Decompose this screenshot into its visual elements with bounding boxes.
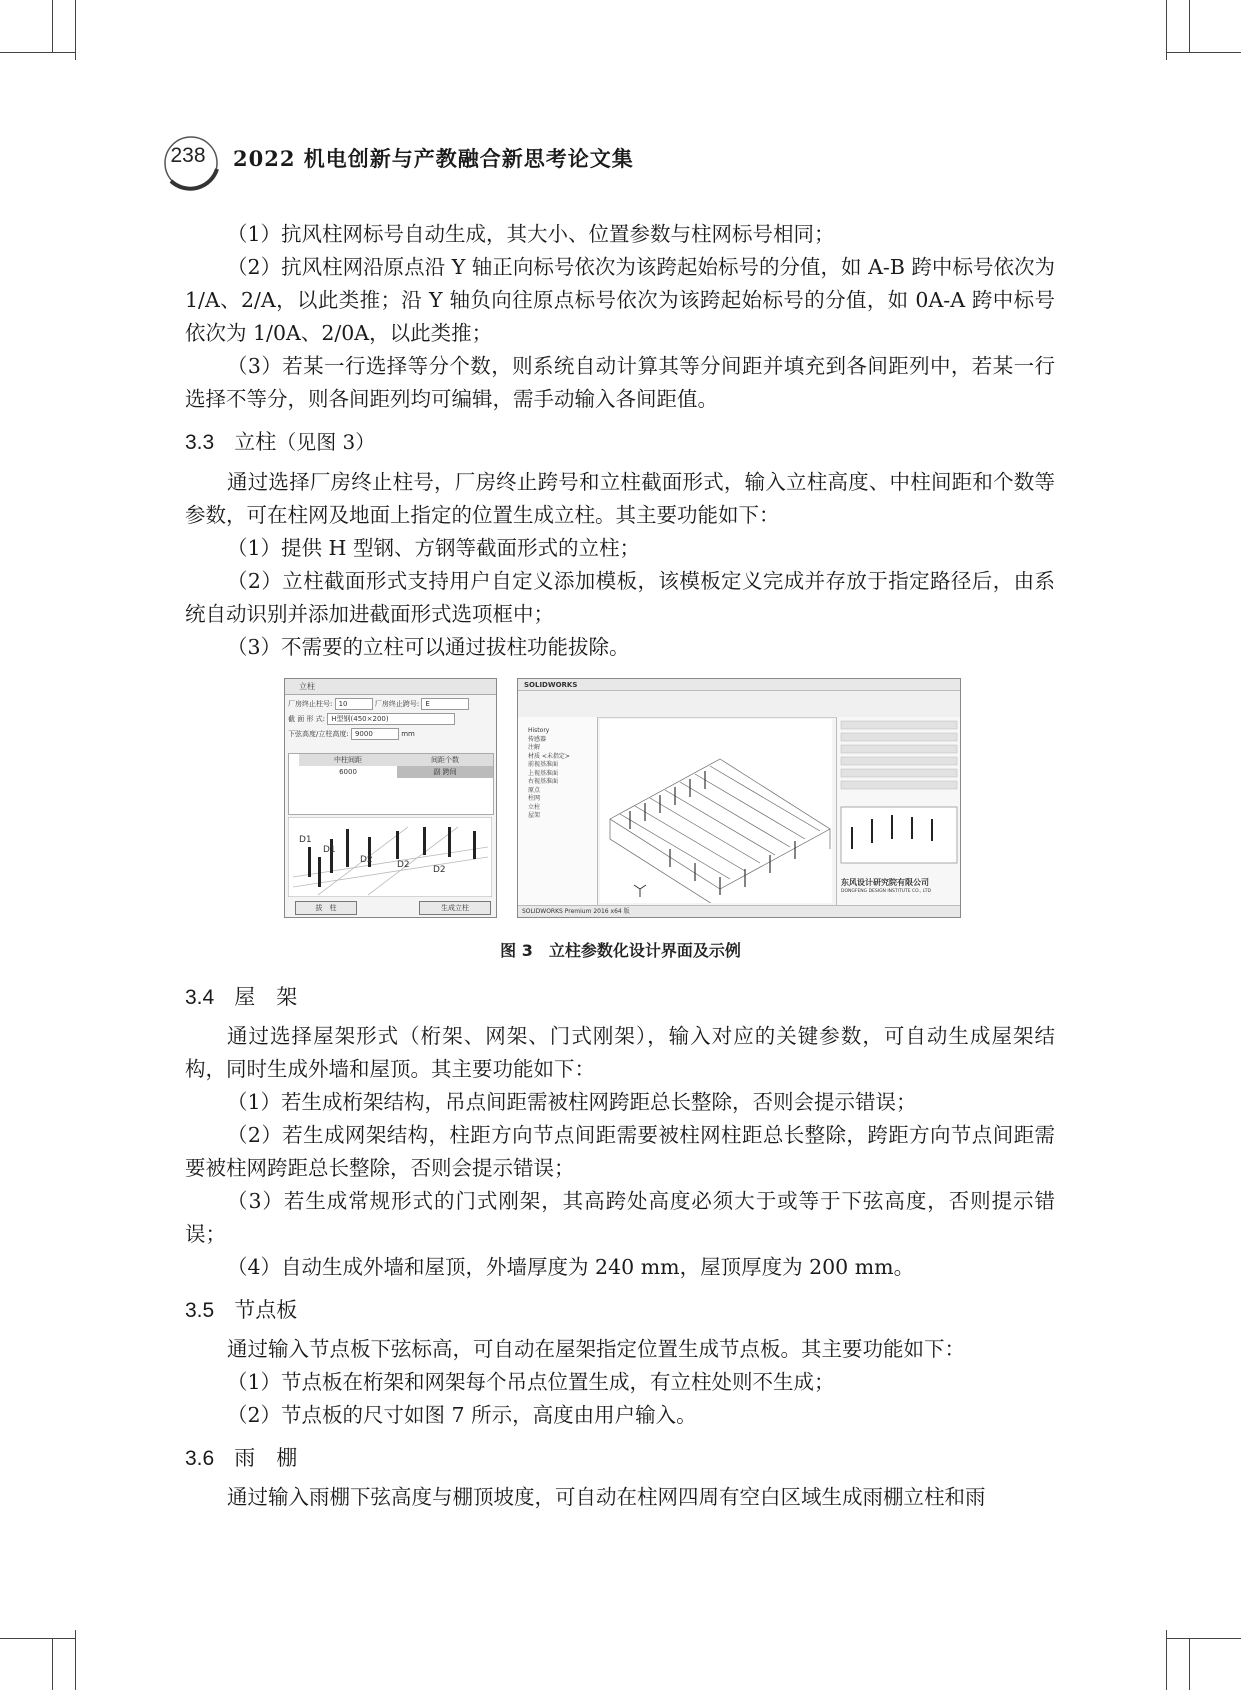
end-col-label: 厂房终止柱号: xyxy=(288,700,333,708)
section-number: 3.4 xyxy=(185,986,215,1009)
page-number: 238 xyxy=(170,144,206,167)
tree-item[interactable]: 右视基准面 xyxy=(528,778,559,785)
paragraph: （3）不需要的立柱可以通过拔柱功能拔除。 xyxy=(227,635,630,659)
column-label: D2 xyxy=(360,855,373,865)
spacing-table xyxy=(288,753,494,815)
column-label: D2 xyxy=(397,860,410,870)
running-title: 2022 机电创新与产教融合新思考论文集 xyxy=(233,146,634,171)
crop-mark xyxy=(0,52,75,53)
crop-mark xyxy=(0,1638,75,1639)
tree-item[interactable]: 传感器 xyxy=(528,735,547,743)
paragraph: 通过选择屋架形式（桁架、网架、门式刚架），输入对应的关键参数，可自动生成屋架结构，同时生成外墙和屋顶。其主要功能如下： xyxy=(185,1024,1055,1081)
paragraph: （4）自动生成外墙和屋顶，外墙厚度为 240 mm，屋顶厚度为 200 mm。 xyxy=(227,1255,915,1279)
column-preview-image xyxy=(288,817,492,897)
generate-column-button[interactable]: 生成立柱 xyxy=(419,901,491,915)
tree-item[interactable]: 柱网 xyxy=(528,795,541,802)
section-label: 截 面 形 式: xyxy=(288,715,326,723)
section-title: 立柱 xyxy=(234,430,277,454)
crop-mark xyxy=(75,0,76,60)
tree-item[interactable]: 前视基准面 xyxy=(528,761,559,768)
cad-3d-viewport[interactable] xyxy=(600,719,832,903)
paragraph: （2）立柱截面形式支持用户自定义添加模板，该模板定义完成并存放于指定路径后，由系统自动识别并添加进截面形式选项框中； xyxy=(185,569,1055,626)
section-row xyxy=(288,713,455,725)
paragraph: （3）若某一行选择等分个数，则系统自动计算其等分间距并填充到各间距列中，若某一行选择不等分，则各间距列均可编辑，需手动输入各间距值。 xyxy=(185,354,1055,411)
tree-item[interactable]: 原点 xyxy=(528,786,541,794)
crop-mark xyxy=(1166,52,1241,53)
section-number: 3.5 xyxy=(185,1299,215,1322)
figure-dialog xyxy=(284,678,497,918)
section-title: 雨 棚 xyxy=(234,1446,298,1470)
section-heading xyxy=(185,427,375,458)
paragraph: （1）提供 H 型钢、方钢等截面形式的立柱； xyxy=(227,536,640,560)
end-column-row xyxy=(288,698,469,710)
table-cell[interactable]: 6000 xyxy=(339,768,357,776)
section-subtitle: （见图 3） xyxy=(276,430,376,454)
pull-column-button[interactable]: 拔 柱 xyxy=(295,901,357,915)
section-title: 屋 架 xyxy=(234,985,298,1009)
end-col-select[interactable]: 10 xyxy=(335,698,373,710)
crop-mark xyxy=(52,0,53,52)
paragraph: （2）节点板的尺寸如图 7 所示，高度由用户输入。 xyxy=(227,1403,697,1427)
paragraph: （2）若生成网架结构，柱距方向节点间距需要被柱网柱距总长整除，跨距方向节点间距需要被柱网跨距总长整除，否则会提示错误； xyxy=(185,1123,1055,1180)
tree-item[interactable]: 屋架 xyxy=(528,812,541,819)
column-label: D2 xyxy=(433,865,446,875)
tree-item[interactable]: History xyxy=(528,727,550,734)
cad-toolbar[interactable] xyxy=(518,691,960,718)
section-number: 3.6 xyxy=(185,1447,215,1470)
paragraph: 通过选择厂房终止柱号，厂房终止跨号和立柱截面形式，输入立柱高度、中柱间距和个数等参数，可在柱网及地面上指定的位置生成立柱。其主要功能如下： xyxy=(185,470,1055,527)
cad-status-bar: SOLIDWORKS Premium 2016 x64 版 xyxy=(518,905,960,917)
section-select[interactable]: H型钢(450×200) xyxy=(327,713,455,725)
height-row xyxy=(288,728,415,740)
page-number-badge xyxy=(161,133,221,193)
company-logo-cn: 东风设计研究院有限公司 xyxy=(841,878,929,887)
crop-mark xyxy=(1189,1638,1190,1690)
table-header: 中柱间距 xyxy=(299,754,398,766)
tree-item[interactable]: 材质 <未指定> xyxy=(528,752,570,760)
property-panel-preview xyxy=(837,717,961,867)
figure-caption: 图 3 立柱参数化设计界面及示例 xyxy=(500,941,741,960)
paragraph: （1）抗风柱网标号自动生成，其大小、位置参数与柱网标号相同； xyxy=(227,222,835,246)
height-input[interactable]: 9000 xyxy=(351,728,399,740)
paragraph: （1）若生成桁架结构，吊点间距需被柱网跨距总长整除，否则会提示错误； xyxy=(227,1090,917,1114)
tree-item[interactable]: 立柱 xyxy=(528,803,541,811)
height-label: 下弦高度/立柱高度: xyxy=(288,730,349,738)
section-title: 节点板 xyxy=(234,1298,298,1322)
feature-tree[interactable] xyxy=(518,717,598,905)
paragraph: （3）若生成常规形式的门式刚架，其高跨处高度必须大于或等于下弦高度，否则提示错误； xyxy=(185,1189,1055,1246)
crop-mark xyxy=(1189,0,1190,52)
height-unit: mm xyxy=(401,730,415,738)
company-logo-en: DONGFENG DESIGN INSTITUTE CO., LTD xyxy=(841,889,931,894)
end-span-select[interactable]: E xyxy=(421,698,469,710)
cad-app-title: SOLIDWORKS xyxy=(518,679,960,691)
paragraph: （1）节点板在桁架和网架每个吊点位置生成，有立柱处则不生成； xyxy=(227,1370,835,1394)
crop-mark xyxy=(1166,1630,1167,1690)
end-span-label: 厂房终止跨号: xyxy=(374,700,420,708)
section-heading xyxy=(185,1295,297,1326)
paragraph: 通过输入雨棚下弦高度与棚顶坡度，可自动在柱网四周有空白区域生成雨棚立柱和雨 xyxy=(227,1485,986,1509)
table-header: 间距个数 xyxy=(397,754,494,766)
table-cell[interactable]: 副 跨间 xyxy=(397,766,493,778)
section-heading xyxy=(185,1443,297,1474)
section-heading xyxy=(185,982,297,1013)
dialog-title: 立柱 xyxy=(285,679,496,695)
paragraph: （2）抗风柱网沿原点沿 Y 轴正向标号依次为该跨起始标号的分值，如 A-B 跨中标号依次为 1/A、2/A，以此类推；沿 Y 轴负向往原点标号依次为该跨起始标号的分值，如 0A-A 跨中标号依次为 1/0A、2/0A，以此类推； xyxy=(185,255,1055,345)
column-label: D1 xyxy=(299,835,312,845)
paragraph: 通过输入节点板下弦标高，可自动在屋架指定位置生成节点板。其主要功能如下： xyxy=(227,1337,965,1361)
crop-mark xyxy=(1166,1638,1241,1639)
section-number: 3.3 xyxy=(185,431,215,454)
crop-mark xyxy=(52,1638,53,1690)
figure-cad-window xyxy=(517,678,961,918)
property-panel[interactable] xyxy=(836,717,961,905)
tree-item[interactable]: 上视基准面 xyxy=(528,769,559,777)
crop-mark xyxy=(75,1630,76,1690)
column-label: D1 xyxy=(323,845,336,855)
tree-item[interactable]: 注解 xyxy=(528,744,541,751)
crop-mark xyxy=(1166,0,1167,60)
